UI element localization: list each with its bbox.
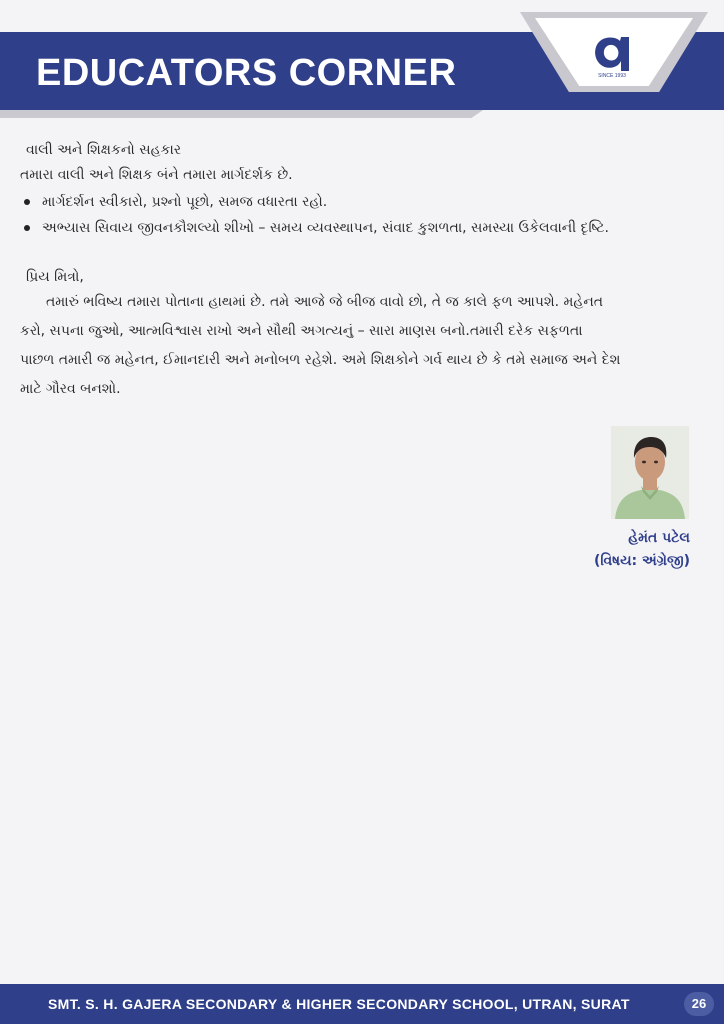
- message-paragraph: [20, 288, 704, 404]
- bullet-icon: [24, 199, 30, 205]
- paragraph-line: માટે ગૌરવ બનશો.: [20, 381, 121, 397]
- school-logo-icon: [590, 33, 634, 77]
- page-title: EDUCATORS CORNER: [36, 52, 457, 94]
- footer-school-name: SMT. S. H. GAJERA SECONDARY & HIGHER SECONDARY SCHOOL, UTRAN, SURAT: [48, 996, 630, 1012]
- list-item: [24, 191, 327, 213]
- list-item-text: અભ્યાસ સિવાય જીવનકૌશલ્યો શીખો – સમય વ્યવસ્થાપન, સંવાદ કુશળતા, સમસ્યા ઉકેલવાની દૃષ્ટિ.: [42, 220, 609, 236]
- list-item-text: માર્ગદર્શન સ્વીકારો, પ્રશ્નો પૂછો, સમજ વધારતા રહો.: [42, 194, 328, 210]
- author-photo: [611, 426, 689, 519]
- person-portrait-icon: [611, 426, 689, 519]
- paragraph-line: કરો, સપના જુઓ, આત્મવિશ્વાસ રાખો અને સૌથી અગત્યનું – સારા માણસ બનો.તમારી દરેક સફળતા: [20, 323, 583, 339]
- author-name: હેમંત પટેલ: [628, 530, 690, 546]
- section-heading: વાલી અને શિક્ષકનો સહકાર: [26, 142, 182, 158]
- intro-text: તમારા વાલી અને શિક્ષક બંને તમારા માર્ગદર્શક છે.: [20, 167, 293, 183]
- page-number-badge: 26: [684, 992, 714, 1016]
- paragraph-line: તમારું ભવિષ્ય તમારા પોતાના હાથમાં છે. તમે આજે જે બીજ વાવો છો, તે જ કાલે ફળ આપશે. મહેનત: [46, 294, 604, 310]
- logo-since-text: SINCE 1993: [598, 73, 626, 79]
- paragraph-line: પાછળ તમારી જ મહેનત, ઈમાનદારી અને મનોબળ રહેશે. અમે શિક્ષકોને ગર્વ થાય છે કે તમે સમાજ અને દેશ: [20, 352, 621, 368]
- list-item: [24, 217, 609, 239]
- author-subject: (વિષય: અંગ્રેજી): [593, 553, 690, 569]
- salutation: પ્રિય મિત્રો,: [26, 269, 84, 285]
- bullet-icon: [24, 225, 30, 231]
